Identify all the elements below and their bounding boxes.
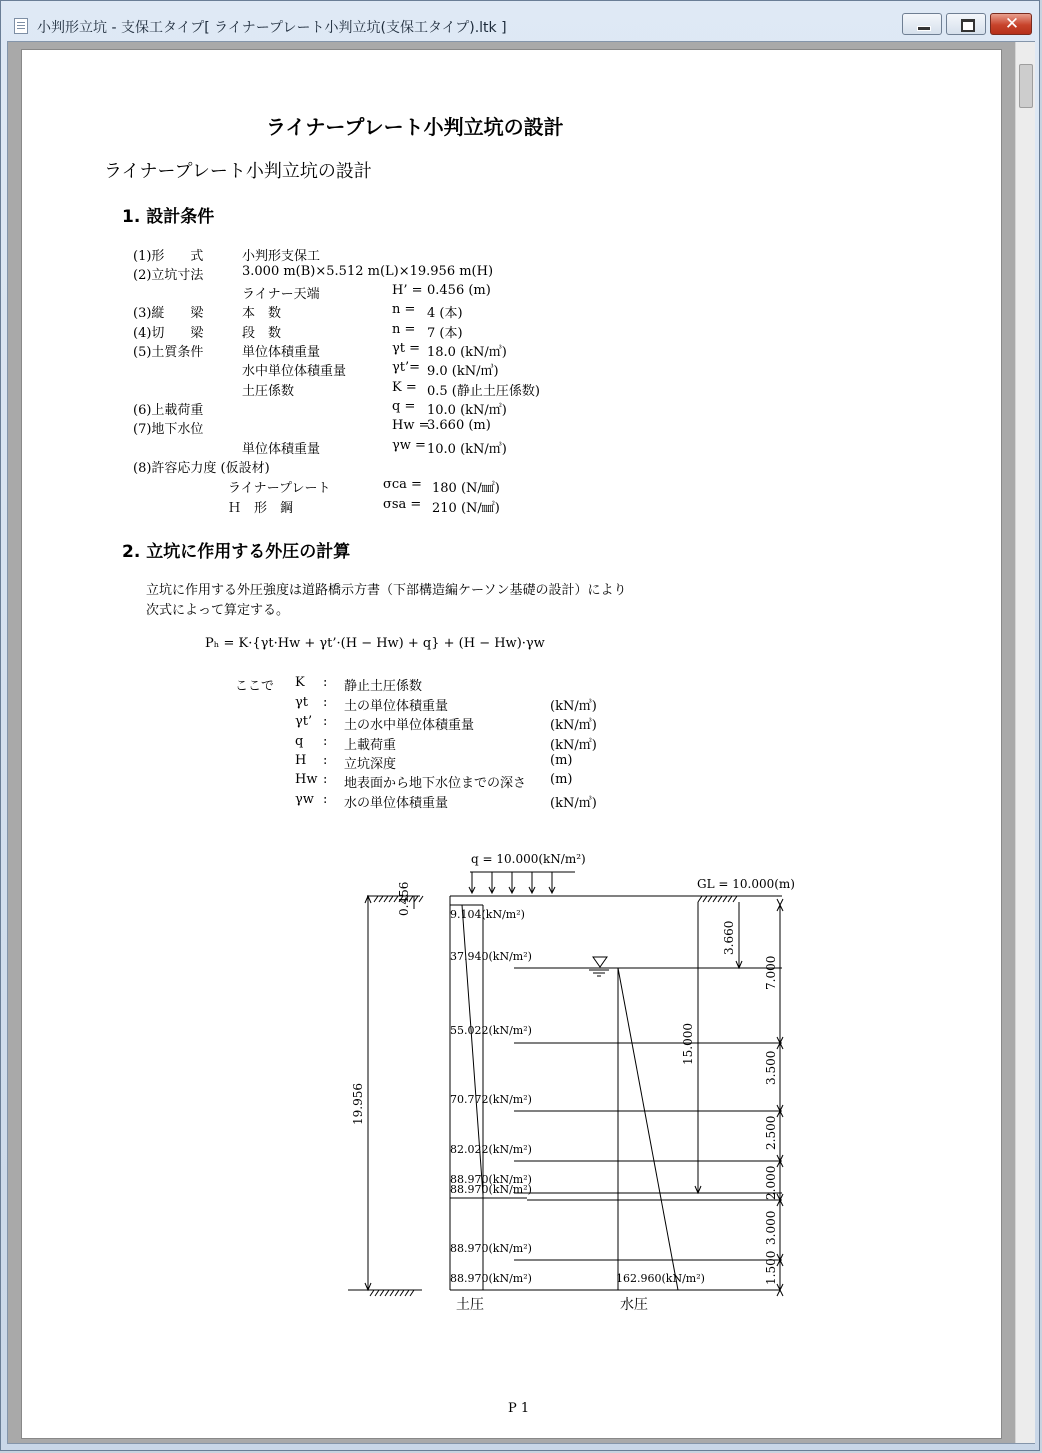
ground-hatch [723, 896, 727, 902]
minimize-icon [917, 26, 931, 31]
allowable-symbol: σsa = [383, 497, 422, 512]
sub-title: ライナープレート小判立坑の設計 [104, 161, 372, 182]
earth-pressure-label: 88.970(kN/m²) [450, 1272, 532, 1285]
symbol-unit: (kN/㎥) [550, 796, 597, 811]
condition-cell: n = [392, 302, 416, 317]
condition-cell: 9.0 (kN/㎥) [427, 364, 499, 379]
ground-hatch [410, 1290, 414, 1296]
depth-15-label: 15.000 [681, 1023, 695, 1065]
ground-hatch [405, 1290, 409, 1296]
symbol-unit: (m) [550, 753, 573, 768]
segment-label: 7.000 [764, 955, 778, 990]
ground-hatch [698, 896, 702, 902]
earth-pressure-label: 88.970(kN/m²) [450, 1173, 532, 1186]
condition-cell: (3)縦 梁 [133, 306, 204, 321]
condition-cell: 10.0 (kN/㎡) [427, 403, 507, 418]
vertical-scrollbar[interactable] [1015, 42, 1035, 1443]
ground-hatch [390, 1290, 394, 1296]
allowable-name: ライナープレート [228, 481, 331, 496]
segment-label: 1.500 [764, 1250, 778, 1285]
water-depth-label: 3.660 [722, 920, 736, 955]
gl-label: GL = 10.000(m) [697, 877, 795, 891]
condition-cell: n = [392, 322, 416, 337]
section-1-title: 1. 設計条件 [122, 207, 215, 227]
ground-hatch [400, 1290, 404, 1296]
condition-cell: K = [392, 380, 417, 395]
section-2-text-line1: 立坑に作用する外圧強度は道路橋示方書（下部構造編ケーソン基礎の設計）により [146, 583, 627, 598]
condition-cell: 18.0 (kN/㎥) [427, 345, 507, 360]
symbol-description: 静止土圧係数 [344, 679, 423, 694]
condition-cell: 0.5 (静止土圧係数) [427, 384, 540, 399]
section-2-text-line2: 次式によって算定する。 [146, 603, 290, 618]
condition-cell: H’ = [392, 283, 423, 298]
condition-cell: γt’= [392, 360, 421, 375]
symbol-colon: : [323, 695, 328, 710]
symbol-description: 水の単位体積重量 [344, 796, 449, 811]
condition-cell: 7 (本) [427, 326, 463, 341]
symbol-description: 上載荷重 [344, 738, 397, 753]
symbol-name: q [295, 734, 304, 749]
ground-hatch [713, 896, 717, 902]
condition-cell: Hw = [392, 418, 430, 433]
ground-hatch [703, 896, 707, 902]
condition-cell: (6)上載荷重 [133, 403, 204, 418]
condition-cell: ライナー天端 [242, 287, 320, 302]
load-label: q = 10.000(kN/m²) [471, 852, 586, 866]
earth-pressure-label: 70.772(kN/m²) [450, 1093, 532, 1106]
water-level-icon [593, 957, 607, 967]
minimize-button[interactable] [902, 13, 942, 35]
close-icon: ✕ [1004, 14, 1020, 34]
symbol-colon: : [323, 753, 328, 768]
ground-hatch [419, 896, 423, 902]
main-title: ライナープレート小判立坑の設計 [266, 115, 564, 139]
ground-hatch [385, 1290, 389, 1296]
title-bar[interactable] [1, 1, 1041, 41]
condition-cell: 単位体積重量 [242, 442, 321, 457]
condition-cell: (2)立坑寸法 [133, 268, 204, 283]
earth-pressure-label: 37.940(kN/m²) [450, 950, 532, 963]
symbol-unit: (kN/㎥) [550, 718, 597, 733]
symbol-colon: : [323, 734, 328, 749]
document-icon [14, 18, 28, 34]
symbol-name: γt’ [295, 714, 313, 729]
section-2-title: 2. 立坑に作用する外圧の計算 [122, 542, 351, 562]
where-label: ここで [235, 679, 275, 694]
condition-cell: 単位体積重量 [242, 345, 321, 360]
condition-cell: (5)土質条件 [133, 345, 204, 360]
symbol-description: 土の水中単位体積重量 [344, 718, 475, 733]
earth-caption: 土圧 [456, 1297, 484, 1313]
total-depth-label: 19.956 [351, 1083, 365, 1125]
water-pressure-profile [618, 968, 678, 1290]
allowable-value: 180 (N/㎟) [432, 481, 500, 496]
ground-hatch [708, 896, 712, 902]
symbol-description: 土の単位体積重量 [344, 699, 449, 714]
pressure-formula: Pₕ = K·{γt·Hw + γt’·(H − Hw) + q} + (H − Hw)·γw [205, 636, 545, 651]
allowable-symbol: σca = [383, 477, 422, 492]
symbol-colon: : [323, 772, 328, 787]
ground-hatch [733, 896, 737, 902]
allowable-name: Ｈ 形 鋼 [228, 501, 294, 516]
maximize-icon [961, 19, 975, 32]
condition-cell: 小判形支保工 [242, 249, 321, 264]
condition-cell: (4)切 梁 [133, 326, 204, 341]
condition-cell: 3.000 m(B)×5.512 m(L)×19.956 m(H) [242, 264, 494, 279]
condition-cell: 3.660 (m) [427, 418, 491, 433]
ground-hatch [728, 896, 732, 902]
segment-label: 3.000 [764, 1210, 778, 1245]
symbol-name: γt [295, 695, 308, 710]
symbol-colon: : [323, 792, 328, 807]
ground-hatch [718, 896, 722, 902]
symbol-colon: : [323, 714, 328, 729]
symbol-description: 地表面から地下水位までの深さ [344, 776, 527, 791]
segment-label: 2.000 [764, 1165, 778, 1200]
symbol-unit: (kN/㎥) [550, 699, 597, 714]
condition-cell: 段 数 [242, 326, 282, 341]
condition-cell: 土圧係数 [242, 384, 295, 399]
earth-pressure-label: 88.970(kN/m²) [450, 1242, 532, 1255]
condition-cell: 10.0 (kN/㎥) [427, 442, 507, 457]
condition-cell: (7)地下水位 [133, 422, 204, 437]
maximize-button[interactable] [946, 13, 986, 35]
scrollbar-thumb[interactable] [1019, 64, 1033, 108]
condition-cell: 0.456 (m) [427, 283, 491, 298]
allowable-value: 210 (N/㎟) [432, 501, 500, 516]
symbol-description: 立坑深度 [344, 757, 397, 772]
page-number: P 1 [508, 1401, 530, 1416]
condition-cell: 本 数 [242, 306, 282, 321]
earth-pressure-label: 9.104(kN/m²) [450, 908, 525, 921]
liner-top-label: 0.456 [397, 881, 411, 916]
earth-pressure-label: 88.970(kN/m²) [450, 1183, 532, 1196]
symbol-name: γw [295, 792, 314, 807]
ground-hatch [389, 896, 393, 902]
document-viewport[interactable] [7, 41, 1035, 1444]
close-button[interactable] [990, 13, 1032, 35]
symbol-name: K [295, 675, 305, 690]
earth-pressure-label: 82.022(kN/m²) [450, 1143, 532, 1156]
ground-hatch [375, 1290, 379, 1296]
condition-cell: γw = [392, 438, 426, 453]
symbol-unit: (kN/㎡) [550, 738, 597, 753]
ground-hatch [414, 896, 418, 902]
ground-hatch [379, 896, 383, 902]
ground-hatch [370, 1290, 374, 1296]
condition-cell: γt = [392, 341, 421, 356]
ground-hatch [384, 896, 388, 902]
symbol-colon: : [323, 675, 328, 690]
condition-cell: (1)形 式 [133, 249, 204, 264]
document-page [21, 49, 1002, 1439]
condition-cell: (8)許容応力度 (仮設材) [133, 461, 270, 476]
symbol-unit: (m) [550, 772, 573, 787]
segment-label: 2.500 [764, 1115, 778, 1150]
ground-hatch [374, 896, 378, 902]
ground-hatch [380, 1290, 384, 1296]
condition-cell: 水中単位体積重量 [242, 364, 347, 379]
water-caption: 水圧 [620, 1297, 648, 1313]
symbol-name: H [295, 753, 307, 768]
window-title: 小判形立坑 - 支保工タイプ[ ライナープレート小判立坑(支保工タイプ).ltk ] [37, 20, 507, 36]
dim-arrowhead [777, 899, 783, 905]
condition-cell: 4 (本) [427, 306, 463, 321]
ground-hatch [395, 1290, 399, 1296]
earth-pressure-label: 55.022(kN/m²) [450, 1024, 532, 1037]
segment-label: 3.500 [764, 1050, 778, 1085]
symbol-name: Hw [295, 772, 318, 787]
water-pressure-label: 162.960(kN/m²) [616, 1272, 705, 1285]
condition-cell: q = [392, 399, 416, 414]
